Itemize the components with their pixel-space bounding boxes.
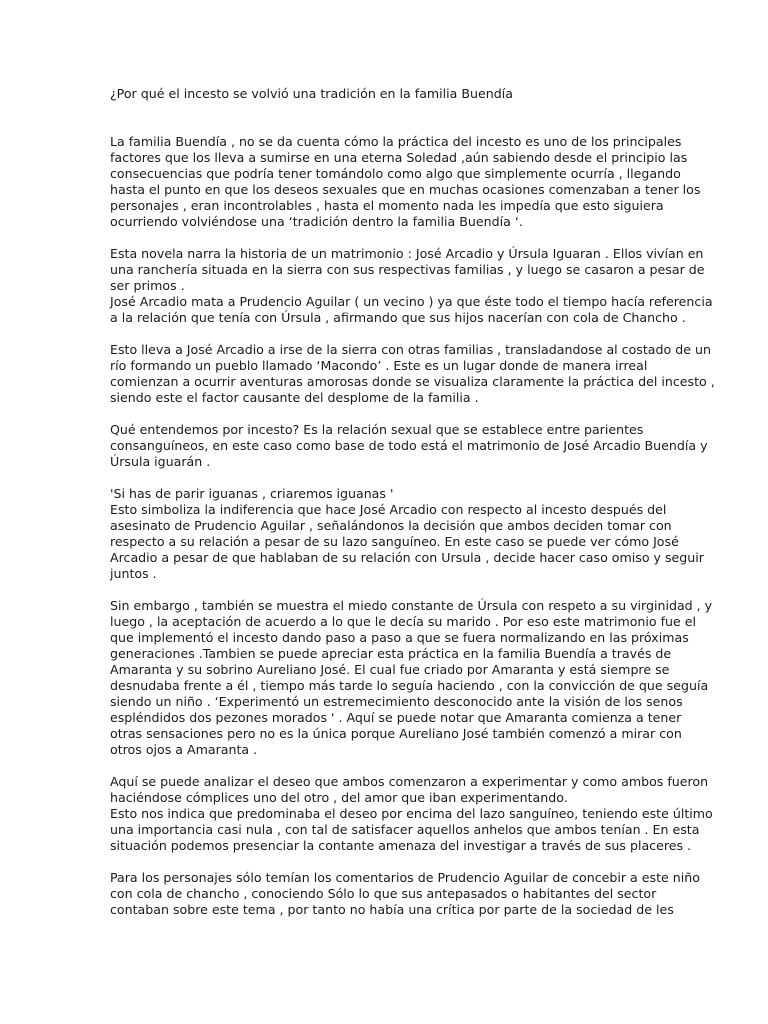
paragraph [110, 870, 700, 918]
text-line: Para los personajes sólo temían los comentarios de Prudencio Aguilar de concebir a este niño [110, 870, 700, 885]
text-line: ser primos . [110, 278, 185, 293]
paragraph [110, 134, 701, 230]
paragraph [110, 422, 708, 470]
text-line: La familia Buendía , no se da cuenta cómo la práctica del incesto es uno de los principales [110, 134, 682, 149]
text-line: hasta el punto en que los deseos sexuales que en muchas ocasiones comenzaban a tener los [110, 182, 701, 197]
paragraph [110, 246, 713, 326]
text-line: comienzan a ocurrir aventuras amorosas donde se visualiza claramente la práctica del incesto , [110, 374, 715, 389]
text-line: Esto lleva a José Arcadio a irse de la sierra con otras familias , transladandose al costado de un [110, 342, 711, 357]
text-line: Esta novela narra la historia de un matrimonio : José Arcadio y Úrsula Iguaran . Ellos vivían en [110, 246, 704, 261]
text-line: consecuencias que podría tener tomándolo como algo que simplemente ocurría , llegando [110, 166, 681, 181]
text-line: una importancia casi nula , con tal de satisfacer aquellos anhelos que ambos tenían . En esta [110, 822, 700, 837]
text-line: a la relación que tenía con Úrsula , afirmando que sus hijos nacerían con cola de Chancho . [110, 310, 686, 325]
text-line: que implementó el incesto dando paso a paso a que se fuera normalizando en las próximas [110, 630, 689, 645]
text-line: desnudaba frente a él , tiempo más tarde lo seguía haciendo , con la convicción de que seguía [110, 678, 709, 693]
text-line: siendo este el factor causante del desplome de la familia . [110, 390, 479, 405]
text-line: situación podemos presenciar la contante amenaza del investigar a través de sus placeres . [110, 838, 692, 853]
text-line: espléndidos dos pezones morados ' . Aquí se puede notar que Amaranta comienza a tener [110, 710, 682, 725]
paragraph [110, 774, 713, 854]
document-body [110, 134, 715, 934]
text-line: ocurriendo volviéndose una ‘tradición dentro la familia Buendía ‘. [110, 214, 523, 229]
text-line: río formando un pueblo llamado ‘Macondo’ . Este es un lugar donde de manera irreal [110, 358, 648, 373]
text-line: Úrsula iguarán . [110, 454, 211, 469]
text-line: una ranchería situada en la sierra con sus respectivas familias , y luego se casaron a pesar de [110, 262, 705, 277]
text-line: otras sensaciones pero no es la única porque Aureliano José también comenzó a mirar con [110, 726, 682, 741]
paragraph [110, 486, 704, 582]
text-line: factores que los lleva a sumirse en una eterna Soledad ,aún sabiendo desde el principio las [110, 150, 688, 165]
text-line: José Arcadio mata a Prudencio Aguilar ( un vecino ) ya que éste todo el tiempo hacía referencia [110, 294, 713, 309]
paragraph [110, 342, 715, 406]
text-line: asesinato de Prudencio Aguilar , señalándonos la decisión que ambos deciden tomar con [110, 518, 672, 533]
text-line: personajes , eran incontrolables , hasta el momento nada les impedía que esto siguiera [110, 198, 664, 213]
text-line: Arcadio a pesar de que hablaban de su relación con Ursula , decide hacer caso omiso y seguir [110, 550, 704, 565]
text-line: consanguíneos, en este caso como base de todo está el matrimonio de José Arcadio Buendía y [110, 438, 708, 453]
text-line: generaciones .Tambien se puede apreciar esta práctica en la familia Buendía a través de [110, 646, 672, 661]
text-line: otros ojos a Amaranta . [110, 742, 258, 757]
text-line: siendo un niño . ‘Experimentó un estremecimiento desconocido ante la visión de los senos [110, 694, 683, 709]
text-line: 'Si has de parir iguanas , criaremos iguanas ' [110, 486, 394, 501]
text-line: Amaranta y su sobrino Aureliano José. El cual fue criado por Amaranta y está siempre se [110, 662, 670, 677]
text-line: Aquí se puede analizar el deseo que ambos comenzaron a experimentar y como ambos fueron [110, 774, 709, 789]
text-line: luego , la aceptación de acuerdo a lo que le decía su marido . Por eso este matrimonio fue el [110, 614, 697, 629]
document-title: ¿Por qué el incesto se volvió una tradición en la familia Buendía [110, 86, 513, 101]
text-line: juntos . [110, 566, 157, 581]
text-line: contaban sobre este tema , por tanto no había una crítica por parte de la sociedad de les [110, 902, 674, 917]
text-line: con cola de chancho , conociendo Sólo lo que sus antepasados o habitantes del sector [110, 886, 657, 901]
text-line: haciéndose cómplices uno del otro , del amor que iban experimentando. [110, 790, 568, 805]
text-line: Sin embargo , también se muestra el miedo constante de Úrsula con respeto a su virginidad , y [110, 598, 713, 613]
text-line: Qué entendemos por incesto? Es la relación sexual que se establece entre parientes [110, 422, 644, 437]
text-line: respecto a su relación a pesar de su lazo sanguíneo. En este caso se puede ver cómo José [110, 534, 679, 549]
text-line: Esto simboliza la indiferencia que hace José Arcadio con respecto al incesto después del [110, 502, 667, 517]
paragraph [110, 598, 713, 758]
text-line: Esto nos indica que predominaba el deseo por encima del lazo sanguíneo, teniendo este último [110, 806, 713, 821]
